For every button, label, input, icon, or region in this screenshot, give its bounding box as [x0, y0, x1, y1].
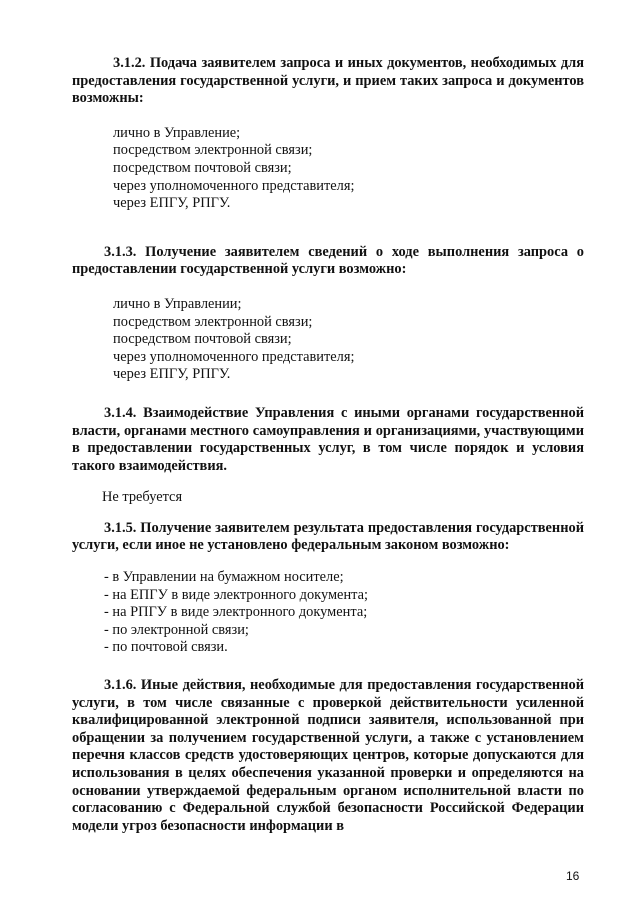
section-list	[72, 125, 584, 213]
list-item: посредством электронной связи;	[113, 313, 313, 330]
section-3-1-3	[72, 244, 584, 384]
list-item: посредством почтовой связи;	[113, 159, 292, 176]
document-page	[72, 55, 584, 835]
list-item: через уполномоченного представителя;	[113, 177, 355, 194]
list-item: - на ЕПГУ в виде электронного документа;	[104, 586, 368, 603]
list-item: посредством электронной связи;	[113, 142, 313, 159]
list-item: - по электронной связи;	[104, 621, 249, 638]
list-item: через ЕПГУ, РПГУ.	[113, 366, 231, 383]
section-heading: 3.1.6. Иные действия, необходимые для предоставления государственной услуги, в том числе связанные с проверкой действительности усиленной квалифицированной электронной подписи заявителя, использованной при обращении за получением государственной услуги, а также с установлением перечня классов средств удостоверяющих центров, которые допускаются для использования в целях обеспечения указанной проверки и определяются на основании утверждаемой федеральным органом исполнительной власти по согласованию с Федеральной службой безопасности Российской Федерации модели угроз безопасности информации в	[72, 677, 584, 834]
section-3-1-2	[72, 55, 584, 213]
section-heading: 3.1.4. Взаимодействие Управления с иными органами государственной власти, органами местного самоуправления и организациями, участвующими в предоставлении государственных услуг, в том числе порядок и условия такого взаимодействия.	[72, 404, 584, 474]
section-3-1-6	[72, 677, 584, 835]
section-3-1-4	[72, 405, 584, 507]
list-item: посредством почтовой связи;	[113, 331, 292, 348]
section-list	[72, 296, 584, 384]
section-heading: 3.1.3. Получение заявителем сведений о ходе выполнения запроса о предоставлении государственной услуги возможно:	[72, 243, 584, 278]
page-number: 16	[566, 869, 580, 883]
section-3-1-5	[72, 520, 584, 657]
list-item: лично в Управлении;	[113, 295, 242, 312]
list-item: через уполномоченного представителя;	[113, 348, 355, 365]
section-heading: 3.1.5. Получение заявителем результата предоставления государственной услуги, если иное не установлено федеральным законом возможно:	[72, 519, 584, 554]
section-heading: 3.1.2. Подача заявителем запроса и иных документов, необходимых для предоставления государственной услуги, и прием таких запроса и документов возможны:	[72, 55, 584, 107]
list-item: лично в Управление;	[113, 124, 241, 141]
list-item: через ЕПГУ, РПГУ.	[113, 195, 231, 212]
section-text: Не требуется	[102, 489, 183, 506]
list-item: - по почтовой связи.	[104, 639, 228, 656]
list-item: - в Управлении на бумажном носителе;	[104, 569, 344, 586]
list-item: - на РПГУ в виде электронного документа;	[104, 604, 368, 621]
section-list	[72, 569, 584, 657]
